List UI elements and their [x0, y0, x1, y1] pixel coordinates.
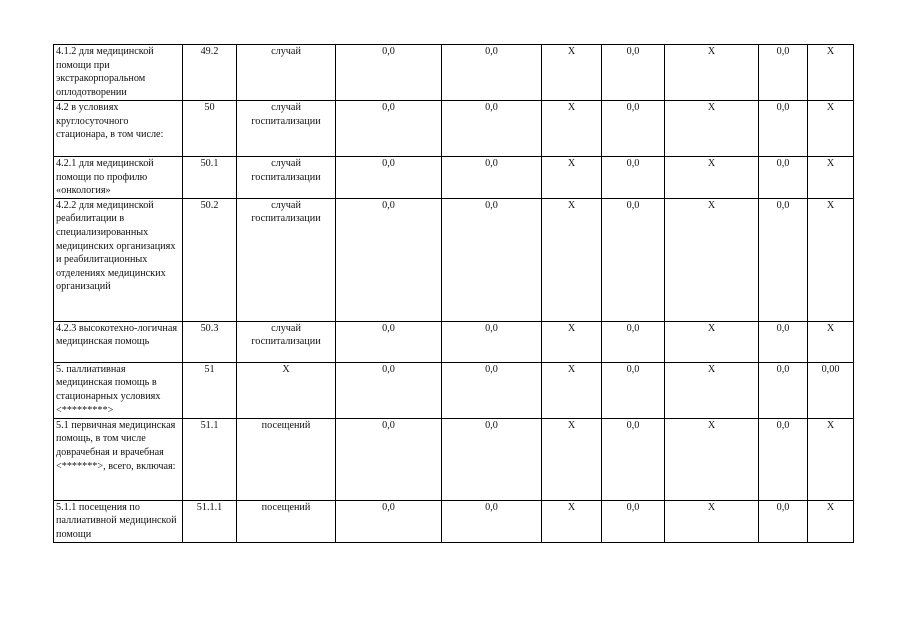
cell-text: 0,0	[776, 363, 790, 375]
cell-text: 0,0	[485, 501, 498, 513]
cell-text: 0,00	[821, 363, 840, 375]
table-row	[54, 198, 854, 321]
row-value-cell	[759, 418, 808, 500]
cell-text: X	[826, 199, 835, 211]
cell-text: 5. паллиативная медицинская помощь в стационарных условиях <*********>	[56, 363, 161, 416]
row-value-cell	[336, 362, 442, 418]
cell-text: 0,0	[776, 322, 790, 334]
cell-text: 0,0	[382, 46, 395, 57]
row-value-cell	[665, 157, 759, 199]
table-row	[54, 157, 854, 199]
cell-text: X	[826, 46, 835, 57]
cell-text: X	[567, 322, 576, 334]
row-value-cell	[602, 198, 665, 321]
row-name-cell	[54, 418, 183, 500]
row-value-cell	[542, 198, 602, 321]
row-name-cell	[54, 321, 183, 362]
row-value-cell	[442, 362, 542, 418]
row-value-cell	[808, 362, 854, 418]
row-value-cell	[665, 362, 759, 418]
row-value-cell	[808, 500, 854, 542]
row-value-cell	[808, 157, 854, 199]
row-code-cell	[183, 418, 237, 500]
cell-text: 0,0	[626, 419, 640, 431]
row-value-cell	[759, 157, 808, 199]
row-value-cell	[602, 101, 665, 157]
row-value-cell	[759, 45, 808, 101]
cell-text: 0,0	[382, 501, 395, 513]
cell-text: 0,0	[626, 322, 640, 334]
cell-text: 4.2.1 для медицинской помощи по профилю «онкология»	[56, 158, 154, 197]
report-table	[53, 44, 854, 543]
cell-text: X	[826, 419, 835, 431]
row-unit-cell	[237, 198, 336, 321]
row-code-cell	[183, 321, 237, 362]
row-name-cell	[54, 198, 183, 321]
row-value-cell	[442, 198, 542, 321]
cell-text: случай	[271, 46, 301, 57]
cell-text: 0,0	[485, 419, 498, 431]
row-value-cell	[665, 500, 759, 542]
row-code-cell	[183, 45, 237, 101]
row-unit-cell	[237, 157, 336, 199]
cell-text: 0,0	[626, 102, 640, 113]
row-value-cell	[542, 418, 602, 500]
cell-text: 0,0	[485, 102, 498, 113]
row-value-cell	[602, 362, 665, 418]
cell-text: X	[707, 158, 716, 169]
cell-text: 0,0	[626, 158, 640, 169]
row-name-cell	[54, 157, 183, 199]
row-value-cell	[808, 418, 854, 500]
cell-text: случай госпитализации	[251, 158, 321, 183]
cell-text: 0,0	[485, 322, 498, 334]
row-value-cell	[759, 321, 808, 362]
cell-text: X	[707, 501, 716, 513]
cell-text: 0,0	[626, 46, 640, 57]
cell-text: X	[707, 363, 716, 375]
cell-text: 49.2	[200, 46, 219, 57]
row-unit-cell	[237, 101, 336, 157]
cell-text: 4.2 в условиях круглосуточного стационара, в том числе:	[56, 102, 164, 141]
row-value-cell	[602, 418, 665, 500]
cell-text: 0,0	[485, 199, 498, 211]
cell-text: 0,0	[776, 199, 790, 211]
row-value-cell	[442, 101, 542, 157]
cell-text: 4.2.2 для медицинской реабилитации в специализированных медицинских организациях и реабилитационных отделениях медицинских организаций	[56, 199, 176, 293]
row-value-cell	[336, 321, 442, 362]
cell-text: 0,0	[382, 363, 395, 375]
cell-text: случай госпитализации	[251, 102, 321, 127]
cell-text: 0,0	[776, 501, 790, 513]
row-value-cell	[808, 45, 854, 101]
cell-text: X	[707, 199, 716, 211]
cell-text: 0,0	[485, 158, 498, 169]
cell-text: случай госпитализации	[251, 322, 321, 348]
cell-text: 0,0	[382, 419, 395, 431]
row-value-cell	[336, 157, 442, 199]
row-code-cell	[183, 500, 237, 542]
cell-text: X	[707, 46, 716, 57]
row-name-cell	[54, 45, 183, 101]
cell-text: X	[282, 363, 290, 375]
row-value-cell	[542, 362, 602, 418]
row-value-cell	[336, 418, 442, 500]
row-value-cell	[759, 362, 808, 418]
cell-text: X	[826, 501, 835, 513]
table-row	[54, 418, 854, 500]
cell-text: 0,0	[382, 102, 395, 113]
row-value-cell	[808, 101, 854, 157]
row-value-cell	[808, 198, 854, 321]
row-value-cell	[336, 500, 442, 542]
row-value-cell	[602, 321, 665, 362]
cell-text: 0,0	[485, 46, 498, 57]
cell-text: 0,0	[382, 322, 395, 334]
row-unit-cell	[237, 45, 336, 101]
row-code-cell	[183, 101, 237, 157]
row-value-cell	[665, 45, 759, 101]
row-value-cell	[542, 321, 602, 362]
row-value-cell	[759, 101, 808, 157]
cell-text: 5.1.1 посещения по паллиативной медицинской помощи	[56, 501, 177, 540]
row-value-cell	[759, 198, 808, 321]
row-value-cell	[442, 500, 542, 542]
cell-text: X	[826, 158, 835, 169]
row-value-cell	[542, 45, 602, 101]
cell-text: 50.3	[200, 322, 219, 334]
row-value-cell	[442, 418, 542, 500]
cell-text: посещений	[261, 419, 311, 431]
cell-text: 0,0	[776, 102, 790, 113]
cell-text: X	[707, 322, 716, 334]
cell-text: X	[567, 419, 576, 431]
row-code-cell	[183, 198, 237, 321]
row-name-cell	[54, 362, 183, 418]
cell-text: 50	[204, 102, 215, 113]
row-name-cell	[54, 101, 183, 157]
cell-text: 51.1	[200, 419, 219, 431]
row-value-cell	[336, 45, 442, 101]
cell-text: 51.1.1	[196, 501, 223, 513]
row-value-cell	[336, 198, 442, 321]
cell-text: X	[567, 102, 576, 113]
row-unit-cell	[237, 362, 336, 418]
row-code-cell	[183, 157, 237, 199]
cell-text: 0,0	[626, 199, 640, 211]
table-row	[54, 321, 854, 362]
row-value-cell	[542, 101, 602, 157]
cell-text: X	[707, 419, 716, 431]
row-value-cell	[442, 45, 542, 101]
cell-text: X	[567, 46, 576, 57]
cell-text: X	[567, 158, 576, 169]
row-value-cell	[759, 500, 808, 542]
cell-text: посещений	[261, 501, 311, 513]
cell-text: X	[567, 501, 576, 513]
cell-text: 0,0	[776, 158, 790, 169]
table-row	[54, 362, 854, 418]
row-unit-cell	[237, 500, 336, 542]
row-value-cell	[542, 157, 602, 199]
row-code-cell	[183, 362, 237, 418]
cell-text: 51	[204, 363, 215, 375]
table-row	[54, 101, 854, 157]
row-unit-cell	[237, 321, 336, 362]
cell-text: X	[567, 363, 576, 375]
table-row	[54, 45, 854, 101]
cell-text: 0,0	[382, 158, 395, 169]
row-value-cell	[442, 321, 542, 362]
row-unit-cell	[237, 418, 336, 500]
cell-text: 0,0	[626, 501, 640, 513]
row-value-cell	[665, 101, 759, 157]
cell-text: 50.2	[200, 199, 219, 211]
row-value-cell	[665, 418, 759, 500]
cell-text: X	[826, 102, 835, 113]
row-value-cell	[665, 198, 759, 321]
cell-text: случай госпитализации	[251, 199, 321, 225]
row-value-cell	[665, 321, 759, 362]
cell-text: X	[567, 199, 576, 211]
cell-text: 5.1 первичная медицинская помощь, в том числе доврачебная и врачебная <*******>, всего, включая:	[56, 419, 176, 472]
cell-text: 4.2.3 высокотехно-логичная медицинская помощь	[56, 322, 178, 348]
cell-text: 0,0	[382, 199, 395, 211]
row-value-cell	[602, 500, 665, 542]
row-value-cell	[542, 500, 602, 542]
cell-text: 0,0	[485, 363, 498, 375]
table-row	[54, 500, 854, 542]
row-name-cell	[54, 500, 183, 542]
cell-text: 0,0	[776, 46, 790, 57]
cell-text: 4.1.2 для медицинской помощи при экстракорпоральном оплодотворении	[56, 46, 154, 98]
cell-text: 0,0	[776, 419, 790, 431]
row-value-cell	[336, 101, 442, 157]
row-value-cell	[808, 321, 854, 362]
row-value-cell	[602, 45, 665, 101]
cell-text: 50.1	[200, 158, 219, 169]
cell-text: 0,0	[626, 363, 640, 375]
cell-text: X	[826, 322, 835, 334]
row-value-cell	[442, 157, 542, 199]
cell-text: X	[707, 102, 716, 113]
row-value-cell	[602, 157, 665, 199]
